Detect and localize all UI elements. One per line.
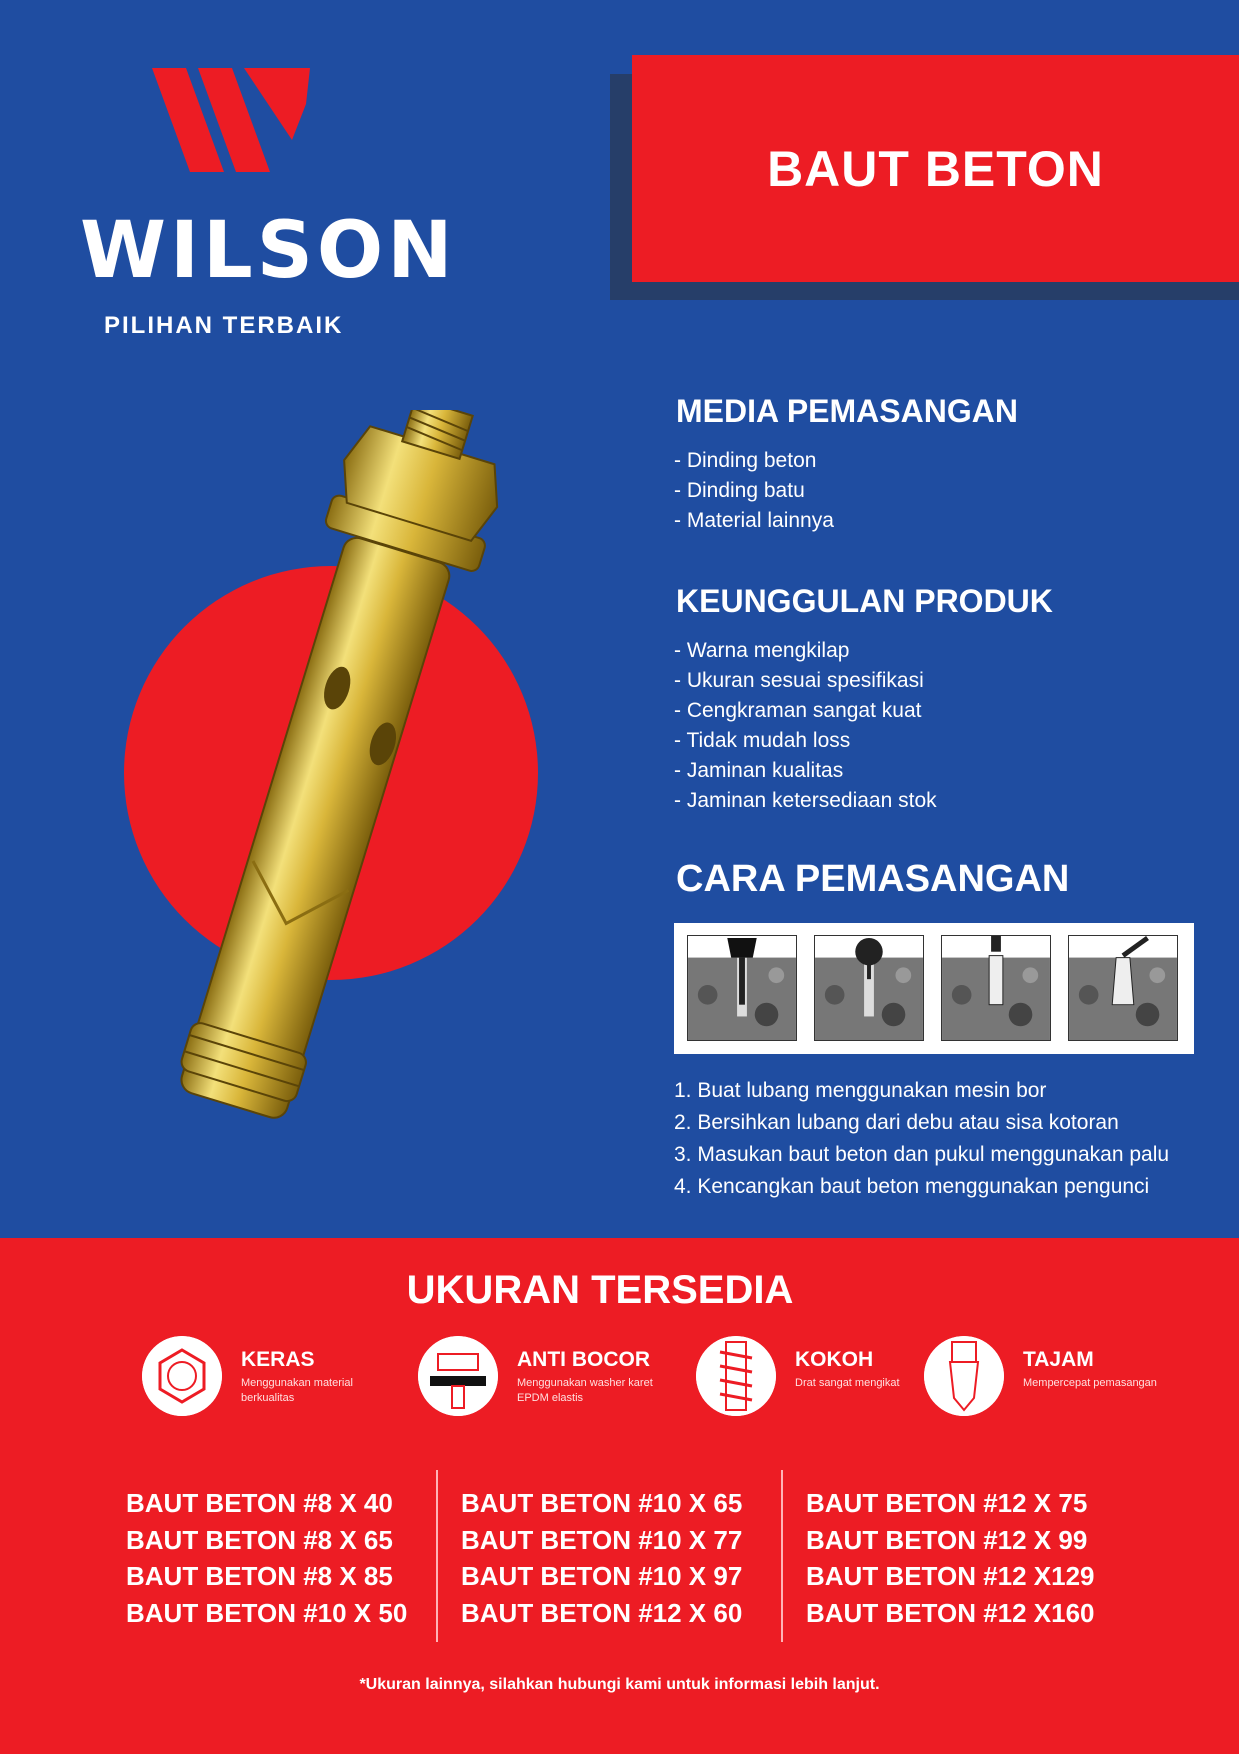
wilson-logo-mark (70, 64, 390, 184)
list-item: 3. Masukan baut beton dan pukul menggunakan palu (674, 1143, 1170, 1166)
list-item: - Tidak mudah loss (674, 729, 851, 752)
list-item: - Dinding batu (674, 479, 805, 502)
feature-desc: Mempercepat pemasangan (1023, 1377, 1157, 1389)
feature-title: TAJAM (1023, 1348, 1094, 1371)
list-item: - Ukuran sesuai spesifikasi (674, 669, 924, 692)
installation-steps-illustration (674, 923, 1194, 1054)
page-title: BAUT BETON (767, 140, 1104, 197)
list-item: - Cengkraman sangat kuat (674, 699, 922, 722)
column-divider (781, 1470, 783, 1642)
brand-name: WILSON (80, 206, 457, 296)
blow-step-icon (814, 935, 924, 1041)
list-item: - Material lainnya (674, 509, 834, 532)
feature-title: KERAS (241, 1348, 315, 1371)
size-item: BAUT BETON #12 X129 (806, 1561, 1095, 1591)
size-item: BAUT BETON #12 X 99 (806, 1524, 1088, 1555)
size-item: BAUT BETON #8 X 65 (126, 1524, 393, 1555)
installation-steps (674, 1075, 1169, 1203)
drill-tip-icon (924, 1336, 1004, 1416)
size-item: BAUT BETON #10 X 65 (461, 1488, 743, 1518)
thread-icon (696, 1336, 776, 1416)
feature-desc: Drat sangat mengikat (795, 1377, 900, 1389)
list-item: 2. Bersihkan lubang dari debu atau sisa kotoran (674, 1111, 1119, 1134)
list-item: - Jaminan kualitas (674, 759, 844, 782)
advantages-heading: KEUNGGULAN PRODUK (676, 583, 1053, 619)
advantages-list (674, 636, 937, 816)
media-heading: MEDIA PEMASANGAN (676, 393, 1018, 429)
sizes-column-3 (806, 1485, 1095, 1631)
feature-title: KOKOH (795, 1348, 874, 1371)
column-divider (436, 1470, 438, 1642)
size-item: BAUT BETON #10 X 97 (461, 1561, 743, 1591)
sizes-heading: UKURAN TERSEDIA (406, 1268, 794, 1312)
size-item: BAUT BETON #12 X160 (806, 1597, 1095, 1628)
size-item: BAUT BETON #8 X 40 (126, 1488, 393, 1518)
sizes-column-2 (461, 1485, 742, 1631)
list-item: - Warna mengkilap (674, 639, 850, 662)
list-item: - Jaminan ketersediaan stok (674, 789, 937, 812)
size-item: BAUT BETON #12 X 75 (806, 1488, 1088, 1518)
footnote: *Ukuran lainnya, silahkan hubungi kami untuk informasi lebih lanjut. (359, 1676, 880, 1693)
size-item: BAUT BETON #10 X 50 (126, 1597, 408, 1628)
hex-head-icon (142, 1336, 222, 1416)
size-item: BAUT BETON #10 X 77 (461, 1524, 743, 1555)
list-item: 1. Buat lubang menggunakan mesin bor (674, 1079, 1047, 1102)
title-banner (632, 55, 1239, 282)
installation-heading: CARA PEMASANGAN (676, 858, 1070, 900)
feature-title: ANTI BOCOR (517, 1348, 650, 1371)
drill-step-icon (687, 935, 797, 1041)
tighten-step-icon (1068, 935, 1178, 1041)
feature-desc: Menggunakan material berkualitas (241, 1377, 353, 1404)
size-item: BAUT BETON #12 X 60 (461, 1597, 743, 1628)
brand-tagline: PILIHAN TERBAIK (104, 312, 344, 339)
list-item: 4. Kencangkan baut beton menggunakan pengunci (674, 1175, 1150, 1198)
feature-desc: Menggunakan washer karet EPDM elastis (517, 1377, 653, 1404)
hammer-step-icon (941, 935, 1051, 1041)
list-item: - Dinding beton (674, 449, 817, 472)
anchor-bolt-image (100, 410, 560, 1150)
size-item: BAUT BETON #8 X 85 (126, 1561, 393, 1591)
media-list (674, 446, 834, 536)
sizes-column-1 (126, 1485, 407, 1631)
washer-icon (418, 1336, 498, 1416)
